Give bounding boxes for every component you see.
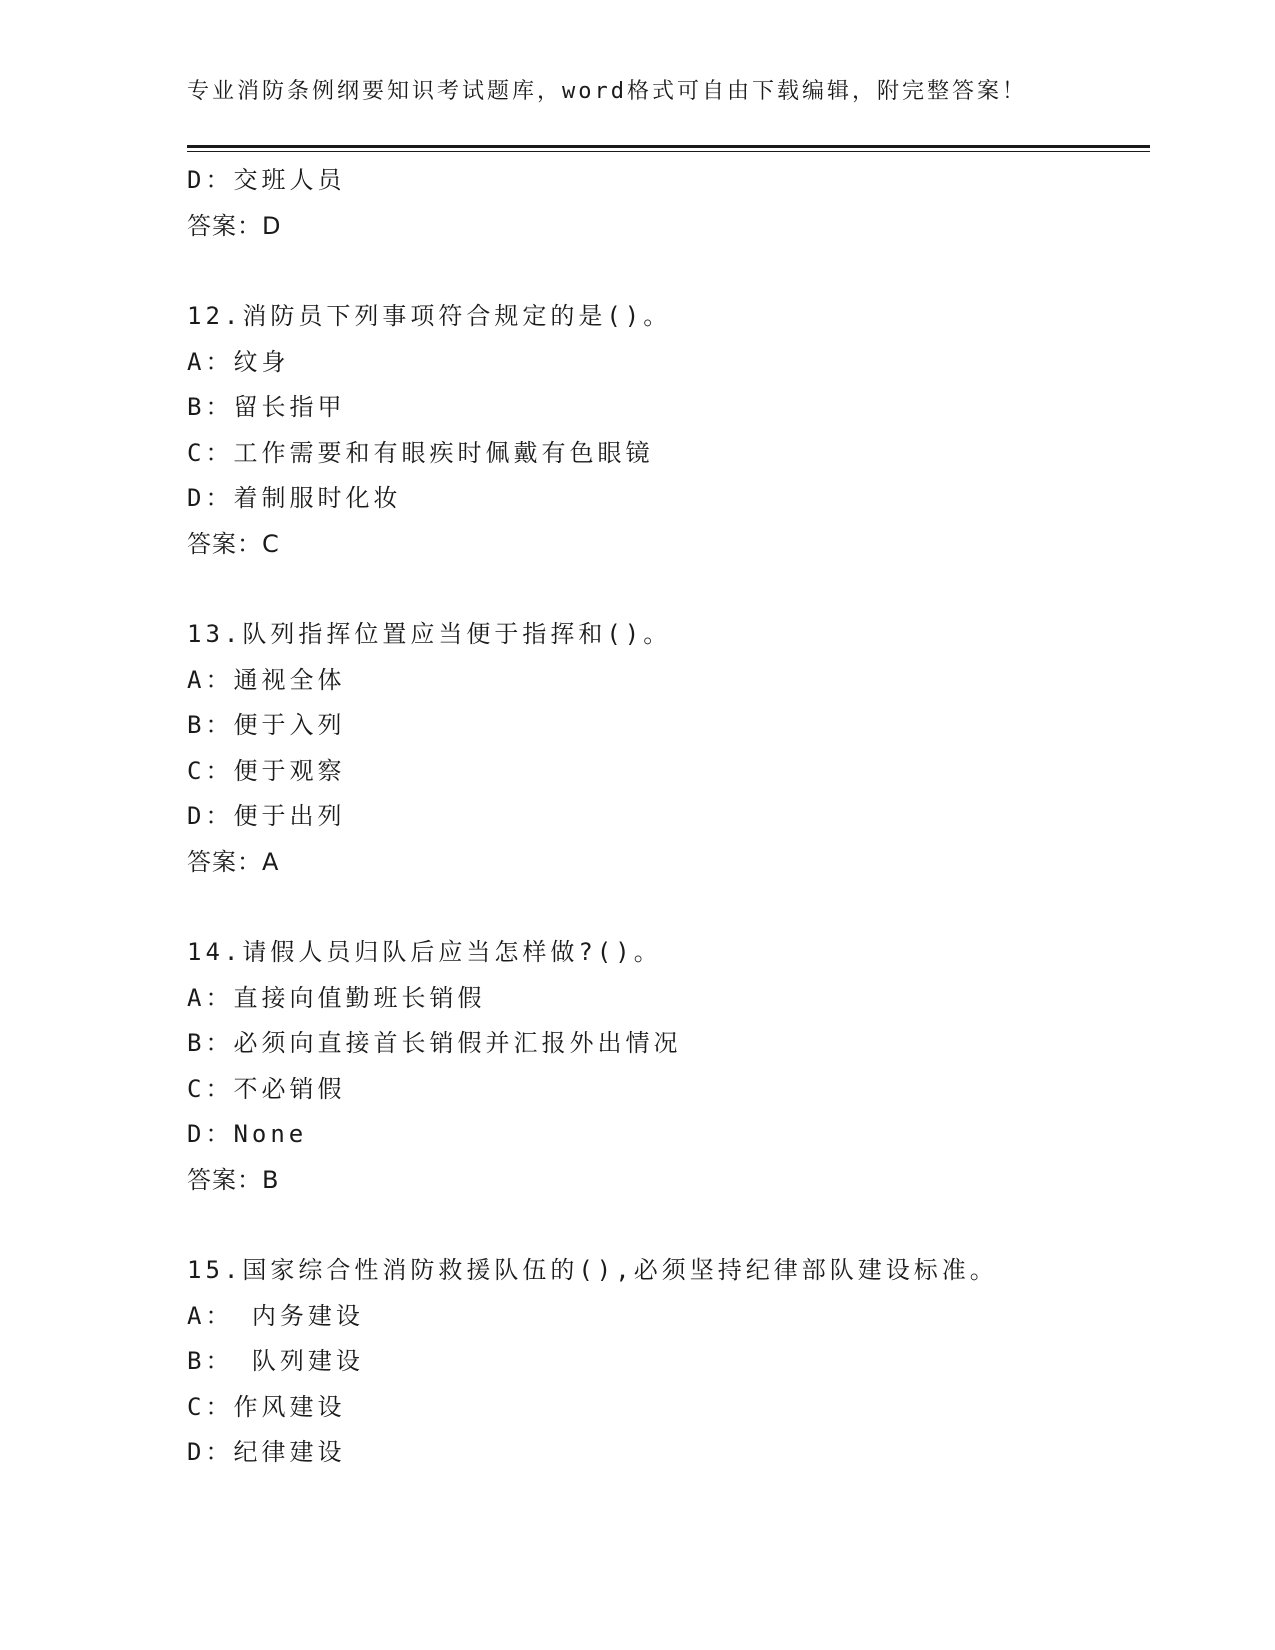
page-header: 专业消防条例纲要知识考试题库，word格式可自由下载编辑，附完整答案！ [187, 79, 1027, 104]
answer-line: 答案：C [187, 529, 280, 558]
header-rule-thin [187, 151, 1150, 152]
spacer [187, 1203, 1150, 1248]
question-stem: 12.消防员下列事项符合规定的是()。 [187, 302, 672, 330]
option-c: C：作风建设 [187, 1392, 346, 1421]
question-stem: 14.请假人员归队后应当怎样做?()。 [187, 938, 662, 966]
option-b: B：必须向直接首长销假并汇报外出情况 [187, 1029, 682, 1057]
option-d: D：纪律建设 [187, 1438, 346, 1466]
option-d: D：交班人员 [187, 166, 346, 194]
answer-line: 答案：D [187, 211, 282, 240]
header-rule-thick [187, 145, 1150, 148]
option-a: A：通视全体 [187, 665, 346, 694]
question-list [187, 158, 1150, 1476]
option-a: A：纹身 [187, 347, 290, 376]
option-c: C：便于观察 [187, 756, 346, 785]
option-d: D：便于出列 [187, 802, 346, 830]
option-d: D：None [187, 1120, 308, 1148]
option-c: C：工作需要和有眼疾时佩戴有色眼镜 [187, 438, 654, 467]
option-b: B： 队列建设 [187, 1347, 364, 1375]
option-b: B：留长指甲 [187, 393, 346, 421]
option-c: C：不必销假 [187, 1074, 346, 1103]
answer-line: 答案：A [187, 847, 280, 876]
spacer [187, 885, 1150, 930]
option-d: D：着制服时化妆 [187, 484, 402, 512]
spacer [187, 567, 1150, 612]
spacer [187, 249, 1150, 294]
option-a: A： 内务建设 [187, 1301, 364, 1330]
option-a: A：直接向值勤班长销假 [187, 983, 486, 1012]
question-stem: 15.国家综合性消防救援队伍的(),必须坚持纪律部队建设标准。 [187, 1256, 998, 1284]
option-b: B：便于入列 [187, 711, 346, 739]
question-stem: 13.队列指挥位置应当便于指挥和()。 [187, 620, 672, 648]
answer-line: 答案：B [187, 1165, 280, 1194]
